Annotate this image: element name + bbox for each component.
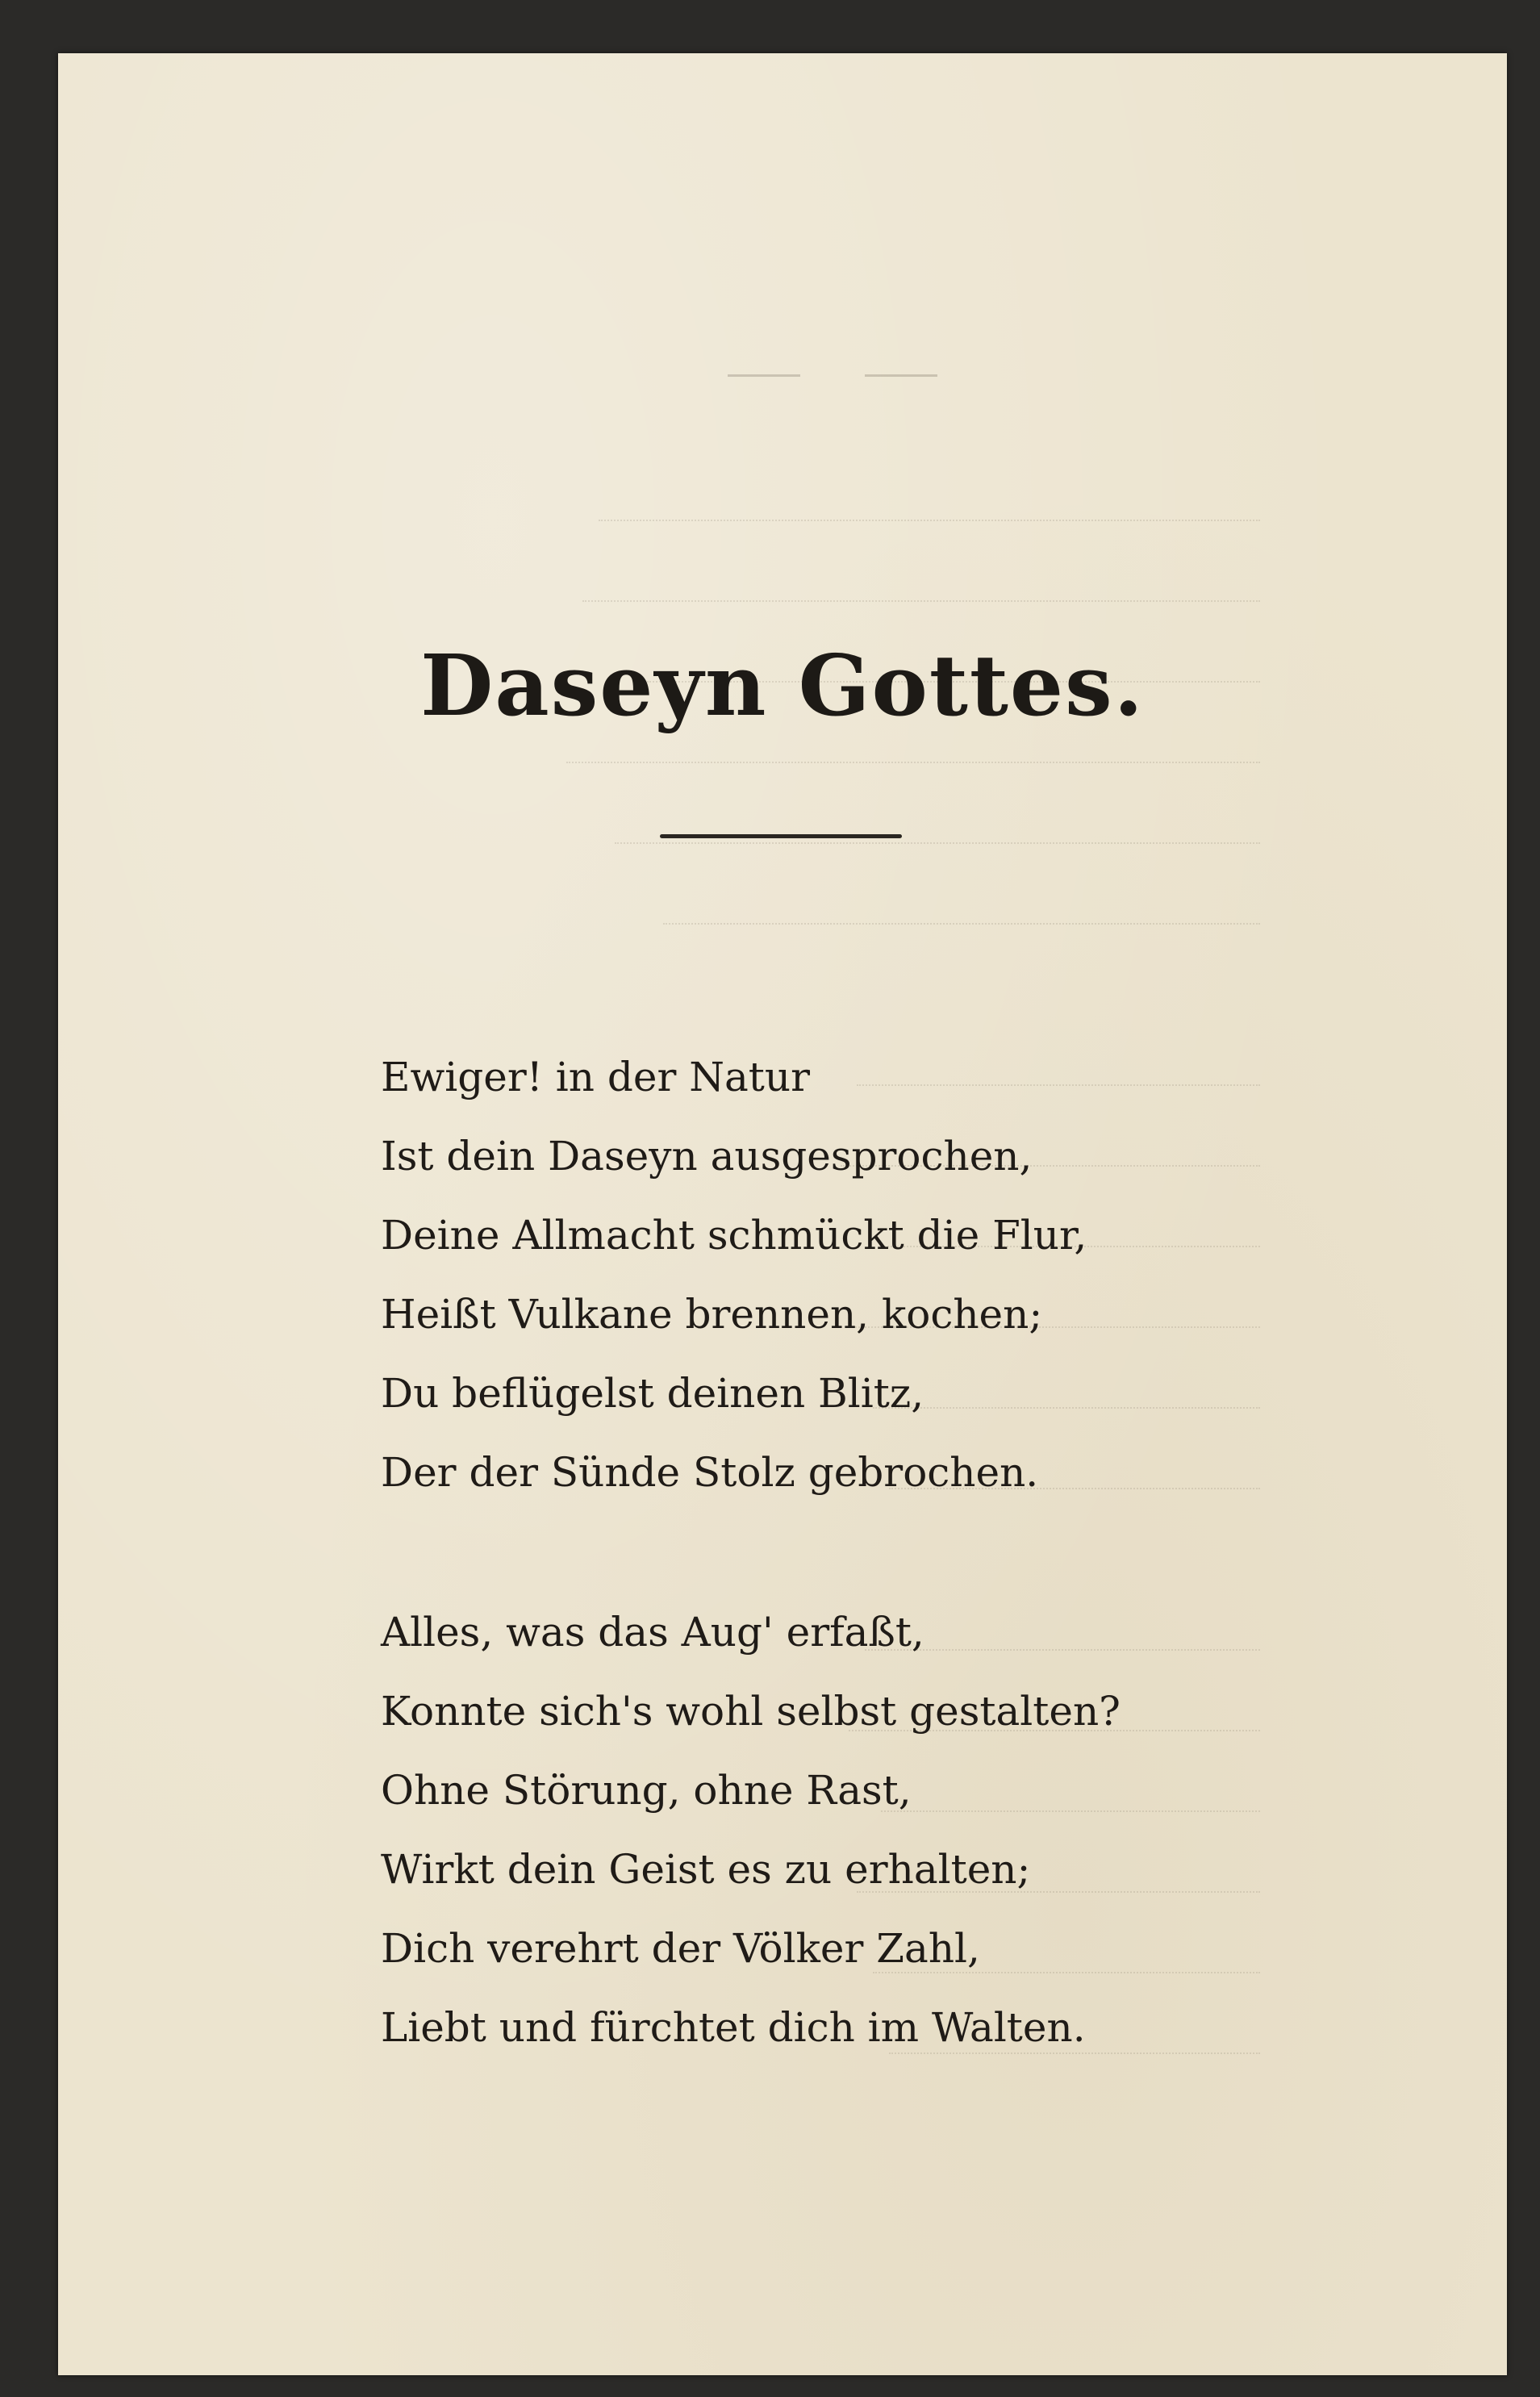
poem-line: Ist dein Daseyn ausgesprochen,: [381, 1133, 1033, 1180]
poem-line: Ewiger! in der Natur: [381, 1054, 811, 1100]
poem-line: Wirkt dein Geist es zu erhalten;: [381, 1846, 1031, 1893]
stanza-2: [381, 1593, 1268, 2067]
bleed-through-page-marker: [695, 360, 970, 392]
poem-line: Du beflügelst deinen Blitz,: [381, 1370, 924, 1417]
poem-line: Alles, was das Aug' erfaßt,: [381, 1609, 924, 1656]
poem-line: Ohne Störung, ohne Rast,: [381, 1767, 912, 1814]
poem-line: Heißt Vulkane brennen, kochen;: [381, 1291, 1043, 1338]
poem-body: [381, 1038, 1268, 2148]
title-divider: [660, 834, 902, 838]
stanza-1: [381, 1038, 1268, 1512]
poem-line: Liebt und fürchtet dich im Walten.: [381, 2004, 1086, 2051]
poem-line: Dich verehrt der Völker Zahl,: [381, 1925, 980, 1972]
document-page: [58, 53, 1507, 2375]
poem-line: Der der Sünde Stolz gebrochen.: [381, 1449, 1039, 1496]
poem-line: Deine Allmacht schmückt die Flur,: [381, 1212, 1087, 1259]
poem-title: Daseyn Gottes.: [420, 636, 1145, 735]
poem-line: Konnte sich's wohl selbst gestalten?: [381, 1688, 1121, 1735]
